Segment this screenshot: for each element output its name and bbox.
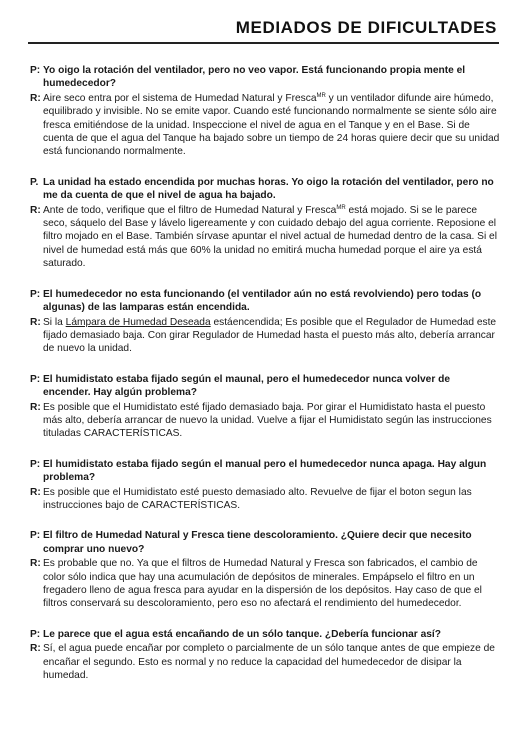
header-divider — [28, 42, 499, 44]
answer-text: Sí, el agua puede encañar por completo o parcialmente de un sólo tanque antes de que empieze de encañar el segundo. Esto es normal y no reduce la capacidad del humedecedor de disipar la humedad. — [43, 643, 495, 682]
question-label: P: — [30, 628, 41, 640]
answer-row — [30, 486, 500, 513]
answer-text — [43, 316, 500, 356]
question-label: P: — [30, 530, 41, 542]
answer-label: R: — [30, 558, 41, 570]
answer-text — [43, 204, 500, 271]
answer-text: Es posible que el Humidistato esté puesto demasiado alto. Revuelve de fijar el boton segun las instrucciones bajo de CARACTERÍSTICAS. — [43, 486, 472, 511]
question-row — [30, 529, 500, 556]
question-label: P. — [30, 176, 39, 188]
question-row — [30, 64, 500, 91]
answer-label: R: — [30, 643, 41, 655]
qa-item — [30, 458, 500, 513]
answer-label: R: — [30, 92, 41, 104]
page-title: MEDIADOS DE DIFICULTADES — [235, 18, 497, 37]
answer-row — [30, 401, 500, 441]
answer-text-part: y un ventilador difunde aire húmedo, equilibrado y invisible. No se emite vapor. Cuando esté funcionando normalmente se siente sólo aire fresca emitiéndose de la unidad. Inspeccione el nivel de agua en el Tanque y en el Base. Si de cuenta de que el agua del Tanque ha bajado sobre un tiempo de 24 horas quiere decir que su unidad está funcionando normalmente. — [43, 92, 500, 158]
question-row — [30, 628, 500, 641]
question-text: La unidad ha estado encendida por muchas horas. Yo oigo la rotación del ventilador, pero no me da cuenta de que el nivel de agua ha bajado. — [43, 176, 494, 202]
answer-row — [30, 316, 500, 356]
trademark-mark: MR — [336, 204, 346, 211]
answer-row — [30, 204, 500, 271]
question-text: Yo oigo la rotación del ventilador, pero no veo vapor. Está funcionando propia mente el humedecedor? — [43, 65, 466, 90]
lamp-name-underlined: Lámpara de Humedad Deseada — [65, 316, 211, 328]
question-text: El humedecedor no esta funcionando (el ventilador aún no está revolviendo) pero todas (o algunas) de las lamparas están encendida. — [43, 288, 482, 314]
answer-row — [30, 92, 500, 159]
answer-text-part: Ante de todo, verifique que el filtro de Humedad Natural y Fresca — [43, 204, 337, 216]
qa-item — [30, 628, 500, 683]
question-text: Le parece que el agua está encañando de un sólo tanque. ¿Debería funcionar así? — [43, 628, 441, 640]
answer-text: Es probable que no. Ya que el filtros de Humedad Natural y Fresca son fabricados, el cambio de color sólo indica que hay una acumulación de depósitos de minerales. Empápselo el filtro en un fregadero lleno de agua fresca para ayudar en la dispersión de los depósitos. Hay caso de que el filtros conservará su descoloramiento, pero eso no afectará el rendimiento del humedecedor. — [43, 558, 482, 610]
answer-text — [43, 92, 500, 159]
answer-label: R: — [30, 401, 41, 413]
answer-label: R: — [30, 204, 41, 216]
question-row — [30, 373, 500, 400]
answer-text-part: Si la — [43, 316, 66, 328]
question-text: El humidistato estaba fijado según el maunal, pero el humedecedor nunca volver de encender. Hay algún problema? — [43, 373, 451, 399]
answer-row — [30, 642, 500, 682]
answer-text-part: está mojado. Si se le parece seco, sáquelo del Base y lávelo ligereamente y con cuidado debajo del agua corriente. Reposione el filtro mojado en el Base. También sírvase apuntar el nivel actual de humedad dentro de la casa. Si el nivel de humedad está más que 60% la unidad no emitirá mucha humedad porque el aire ya está saturado. — [43, 204, 497, 270]
qa-item — [30, 176, 500, 271]
question-text: El filtro de Humedad Natural y Fresca tiene descoloramiento. ¿Quiere decir que necesito comprar uno nuevo? — [43, 530, 472, 555]
trademark-mark: MR — [316, 92, 326, 99]
question-label: P: — [30, 373, 41, 385]
answer-label: R: — [30, 486, 41, 498]
answer-label: R: — [30, 316, 41, 328]
answer-text: Es posible que el Humidistato esté fijado demasiado baja. Por girar el Humidistato hasta el puesto más alto, debería arrancar de nuevo la unidad. Vuelve a fijar el Humidistato según las instrucciones tituladas CARACTERÍSTICAS. — [43, 401, 492, 440]
question-label: P: — [30, 65, 41, 76]
qa-item — [30, 64, 500, 159]
qa-item — [30, 288, 500, 356]
answer-row — [30, 557, 500, 611]
answer-text-part: estáencendida; Es posible que el Regulador de Humedad este fijado demasiado baja. Con girar Regulador de Humedad hasta el puesto más alto, debería arrancar de nuevo la unidad. — [43, 316, 497, 355]
question-label: P: — [30, 288, 41, 300]
question-row — [30, 288, 500, 315]
question-label: P: — [30, 458, 41, 470]
qa-list — [30, 64, 500, 699]
question-row — [30, 458, 500, 485]
question-row — [30, 176, 500, 203]
qa-item — [30, 373, 500, 441]
qa-item — [30, 529, 500, 610]
question-text: El humidistato estaba fijado según el manual pero el humedecedor nunca apaga. Hay algun problema? — [43, 458, 487, 484]
answer-text-part: Aire seco entra por el sistema de Humedad Natural y Fresca — [43, 92, 317, 104]
